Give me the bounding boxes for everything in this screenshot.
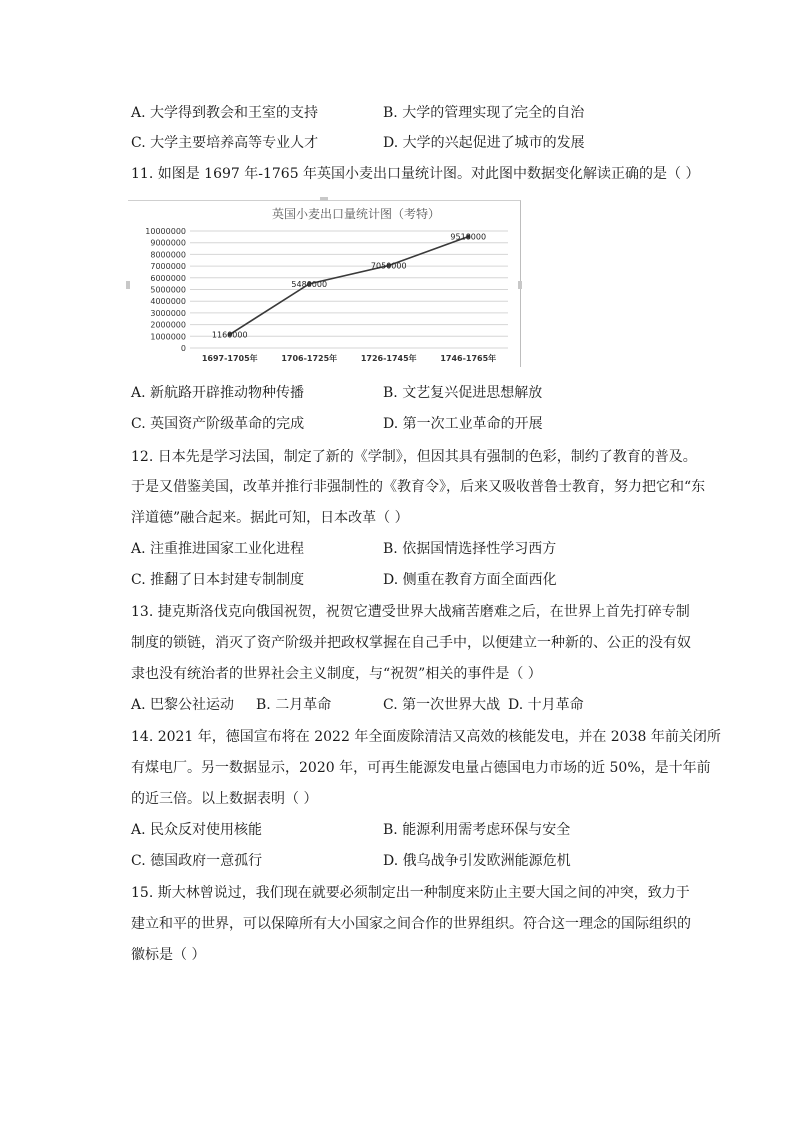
q12-option-b: B. 依据国情选择性学习西方	[383, 541, 557, 557]
y-tick-label: 0	[180, 344, 186, 353]
data-label: 1160000	[211, 330, 248, 340]
q13-option-b: B. 二月革命	[256, 697, 332, 713]
y-tick-label: 2000000	[150, 320, 186, 330]
q11-option-c: C. 英国资产阶级革命的完成	[131, 416, 305, 432]
q13-line-3: 隶也没有统治者的世界社会主义制度，与“祝贺”相关的事件是（ ）	[131, 666, 542, 682]
q13-option-d: D. 十月革命	[508, 697, 584, 713]
chart-svg	[128, 201, 520, 367]
y-tick-label: 7000000	[150, 262, 186, 272]
data-label: 5480000	[291, 279, 328, 289]
q14-line-2: 有煤电厂。另一数据显示，2020 年，可再生能源发电量占德国电力市场的近 50%，是十年前	[131, 760, 711, 776]
x-tick-label: 1697-1705年	[201, 354, 258, 363]
y-tick-label: 8000000	[150, 250, 186, 260]
resize-handle-right[interactable]	[518, 281, 522, 289]
x-tick-label: 1726-1745年	[360, 354, 417, 363]
data-label: 7050000	[370, 261, 407, 271]
wheat-export-chart	[128, 200, 521, 367]
q12-line-2: 于是又借鉴美国，改革并推行非强制性的《教育令》，后来又吸收普鲁士教育，努力把它和“东	[131, 479, 706, 495]
q12-line-1: 12. 日本先是学习法国，制定了新的《学制》，但因其具有强制的色彩，制约了教育的普及。	[131, 449, 697, 465]
q13-line-1: 13. 捷克斯洛伐克向俄国祝贺，祝贺它遭受世界大战痛苦磨难之后，在世界上首先打碎专制	[131, 604, 690, 620]
q12-option-a: A. 注重推进国家工业化进程	[131, 541, 305, 557]
q10-option-c: C. 大学主要培养高等专业人才	[131, 135, 319, 151]
q14-option-a: A. 民众反对使用核能	[131, 822, 263, 838]
q15-line-1: 15. 斯大林曾说过，我们现在就要必须制定出一种制度来防止主要大国之间的冲突，致力于	[131, 885, 690, 901]
q10-option-a: A. 大学得到教会和王室的支持	[131, 105, 319, 121]
q10-option-d: D. 大学的兴起促进了城市的发展	[383, 135, 585, 151]
q12-option-c: C. 推翻了日本封建专制制度	[131, 572, 305, 588]
q14-option-b: B. 能源利用需考虑环保与安全	[383, 822, 571, 838]
chart-title: 英国小麦出口量统计图（考特）	[271, 207, 441, 221]
q11-option-b: B. 文艺复兴促进思想解放	[383, 385, 543, 401]
q11-option-d: D. 第一次工业革命的开展	[383, 416, 543, 432]
q12-line-3: 洋道德”融合起来。据此可知，日本改革（ ）	[131, 510, 409, 526]
y-tick-label: 6000000	[150, 273, 186, 283]
q11-stem: 11. 如图是 1697 年-1765 年英国小麦出口量统计图。对此图中数据变化解读正确的是（ ）	[131, 166, 700, 182]
y-tick-label: 3000000	[150, 308, 186, 318]
q12-option-d: D. 侧重在教育方面全面西化	[383, 572, 557, 588]
series-line	[230, 237, 469, 335]
q14-line-1: 14. 2021 年，德国宣布将在 2022 年全面废除清洁又高效的核能发电，并在 2038 年前关闭所	[131, 729, 721, 745]
q14-line-3: 的近三倍。以上数据表明（ ）	[131, 791, 318, 807]
q13-line-2: 制度的锁链，消灭了资产阶级并把政权掌握在自己手中，以便建立一种新的、公正的没有奴	[131, 635, 691, 651]
q15-line-3: 徽标是（ ）	[131, 947, 206, 963]
resize-handle-left[interactable]	[126, 281, 130, 289]
x-tick-label: 1706-1725年	[281, 354, 338, 363]
q10-option-b: B. 大学的管理实现了完全的自治	[383, 105, 585, 121]
q13-option-a: A. 巴黎公社运动	[131, 697, 235, 713]
q13-option-c: C. 第一次世界大战	[383, 697, 501, 713]
y-tick-label: 10000000	[145, 227, 186, 236]
q14-option-c: C. 德国政府一意孤行	[131, 853, 263, 869]
data-label: 9518000	[450, 232, 487, 242]
y-tick-label: 5000000	[150, 285, 186, 295]
resize-handle-top[interactable]	[320, 197, 328, 201]
y-tick-label: 4000000	[150, 297, 186, 307]
q14-option-d: D. 俄乌战争引发欧洲能源危机	[383, 853, 571, 869]
y-tick-label: 9000000	[150, 238, 186, 248]
x-tick-label: 1746-1765年	[440, 354, 497, 363]
q15-line-2: 建立和平的世界，可以保障所有大小国家之间合作的世界组织。符合这一理念的国际组织的	[131, 916, 691, 932]
y-tick-label: 1000000	[150, 332, 186, 342]
q11-option-a: A. 新航路开辟推动物种传播	[131, 385, 305, 401]
